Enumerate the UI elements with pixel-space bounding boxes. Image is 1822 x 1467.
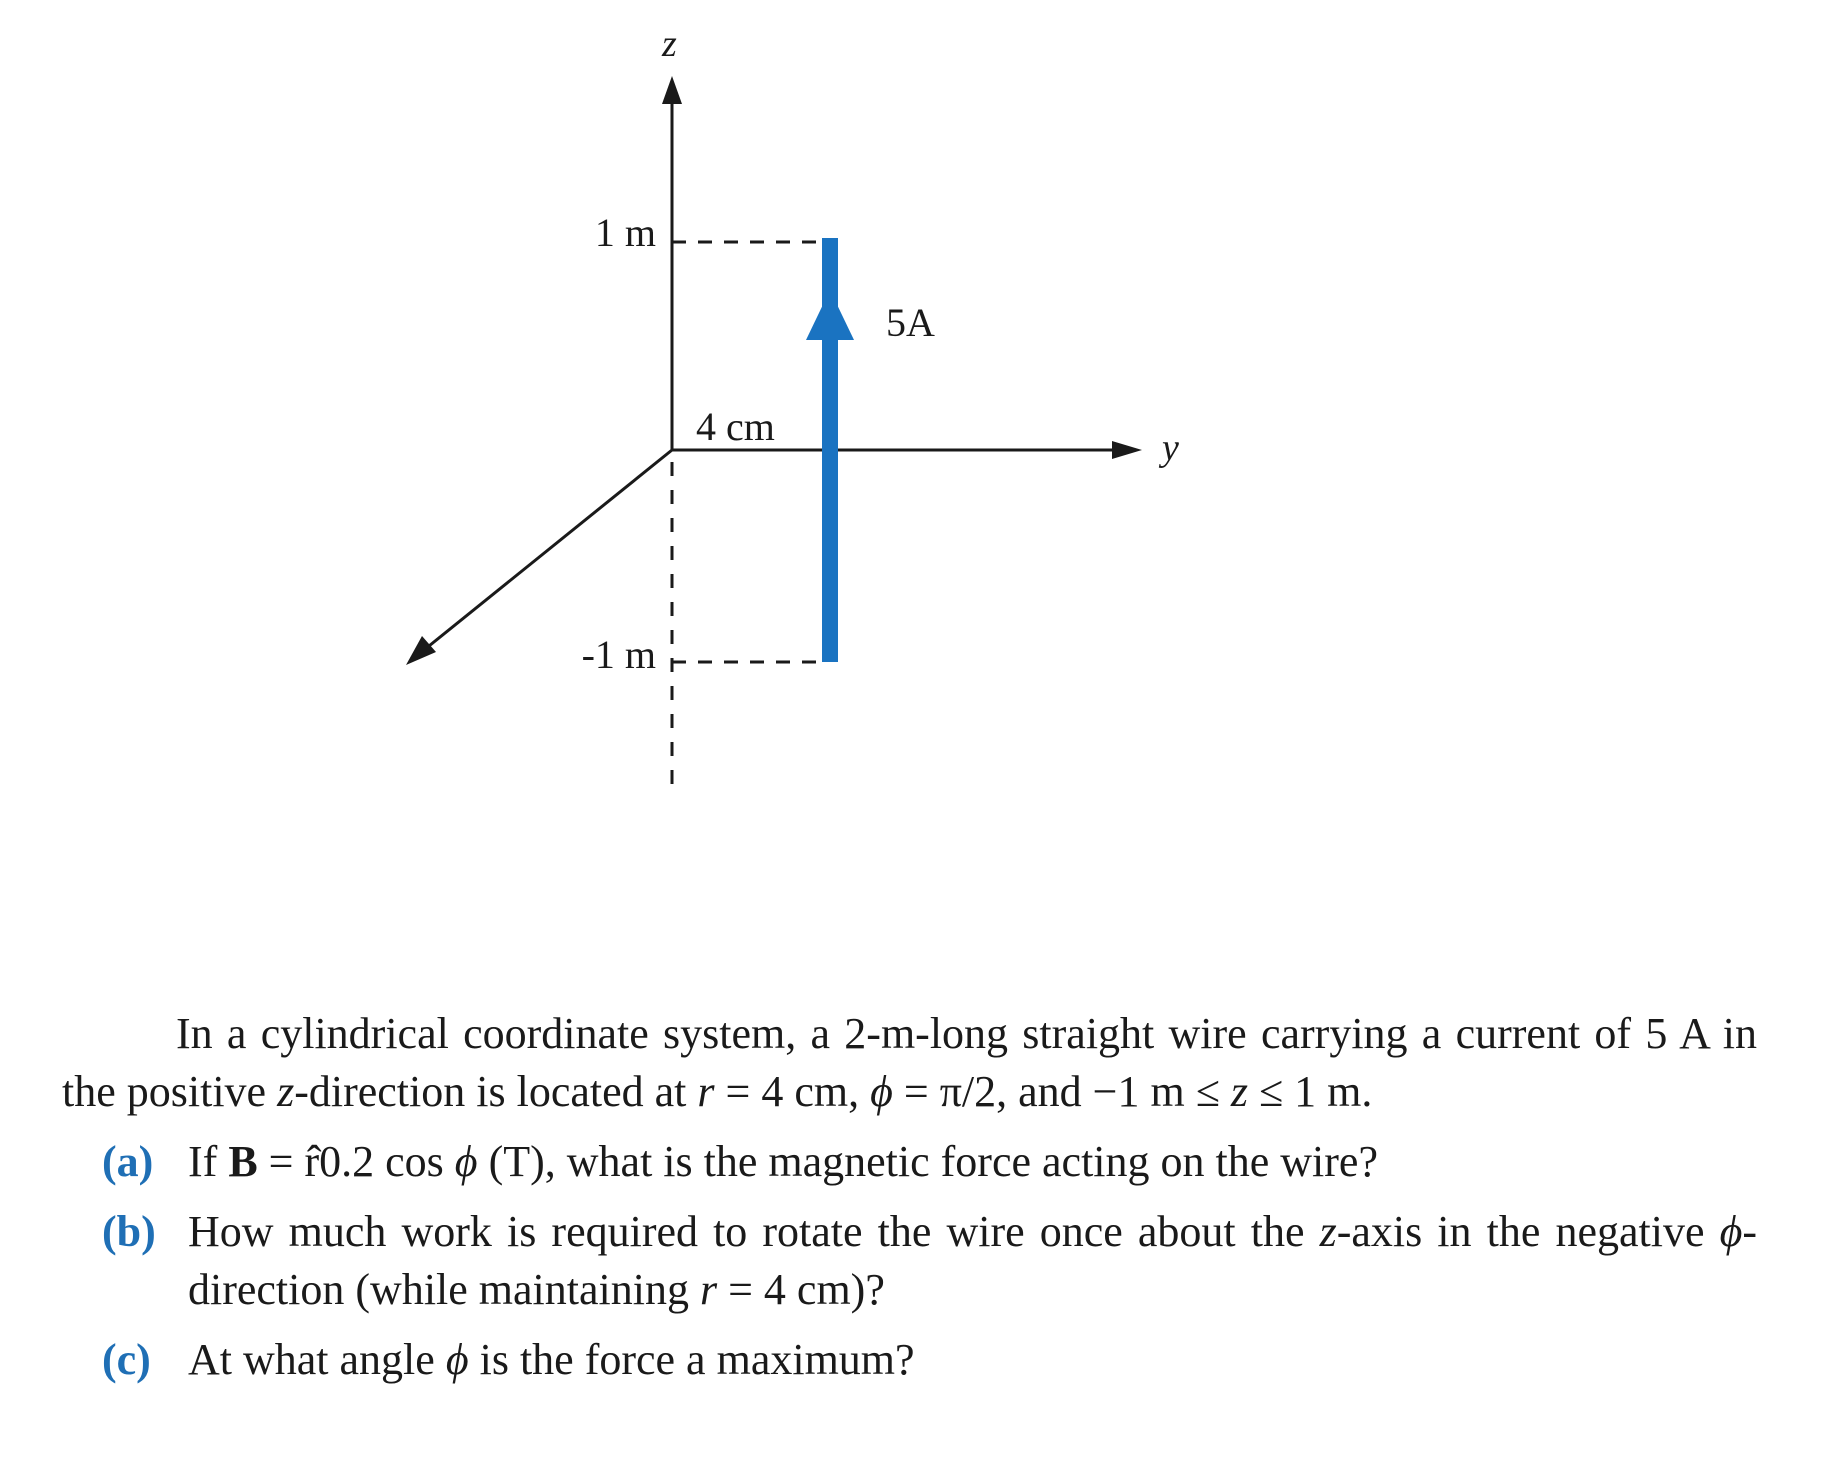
z-bottom-label: -1 m — [581, 632, 656, 677]
part-a: (a) If B = r̂0.2 cos ϕ (T), what is the magnetic force acting on the wire? — [62, 1133, 1757, 1191]
x-axis — [424, 450, 672, 650]
z-axis-arrowhead — [662, 76, 682, 104]
problem-statement — [62, 1005, 1757, 1389]
current-label: 5A — [886, 300, 935, 345]
y-axis-arrowhead — [1112, 441, 1142, 459]
y-axis-label: y — [1162, 427, 1179, 469]
part-c-label: (c) — [102, 1335, 151, 1384]
part-c: (c) At what angle ϕ is the force a maximum? — [62, 1331, 1757, 1389]
current-arrowhead — [806, 290, 854, 340]
x-axis-arrowhead — [406, 636, 436, 665]
z-axis-label: z — [662, 23, 677, 65]
z-top-label: 1 m — [594, 210, 656, 255]
part-b-label: (b) — [102, 1207, 156, 1256]
radius-label: 4 cm — [696, 404, 775, 449]
problem-intro: In a cylindrical coordinate system, a 2-m-long straight wire carrying a current of 5 A in the positive z-direction is located at r = 4 cm, ϕ = π/2, and −1 m ≤ z ≤ 1 m. — [62, 1009, 1757, 1116]
part-a-label: (a) — [102, 1137, 154, 1186]
part-b: (b) How much work is required to rotate the wire once about the z-axis in the negative ϕ-direction (while maintaining r = 4 cm)? — [62, 1203, 1757, 1319]
